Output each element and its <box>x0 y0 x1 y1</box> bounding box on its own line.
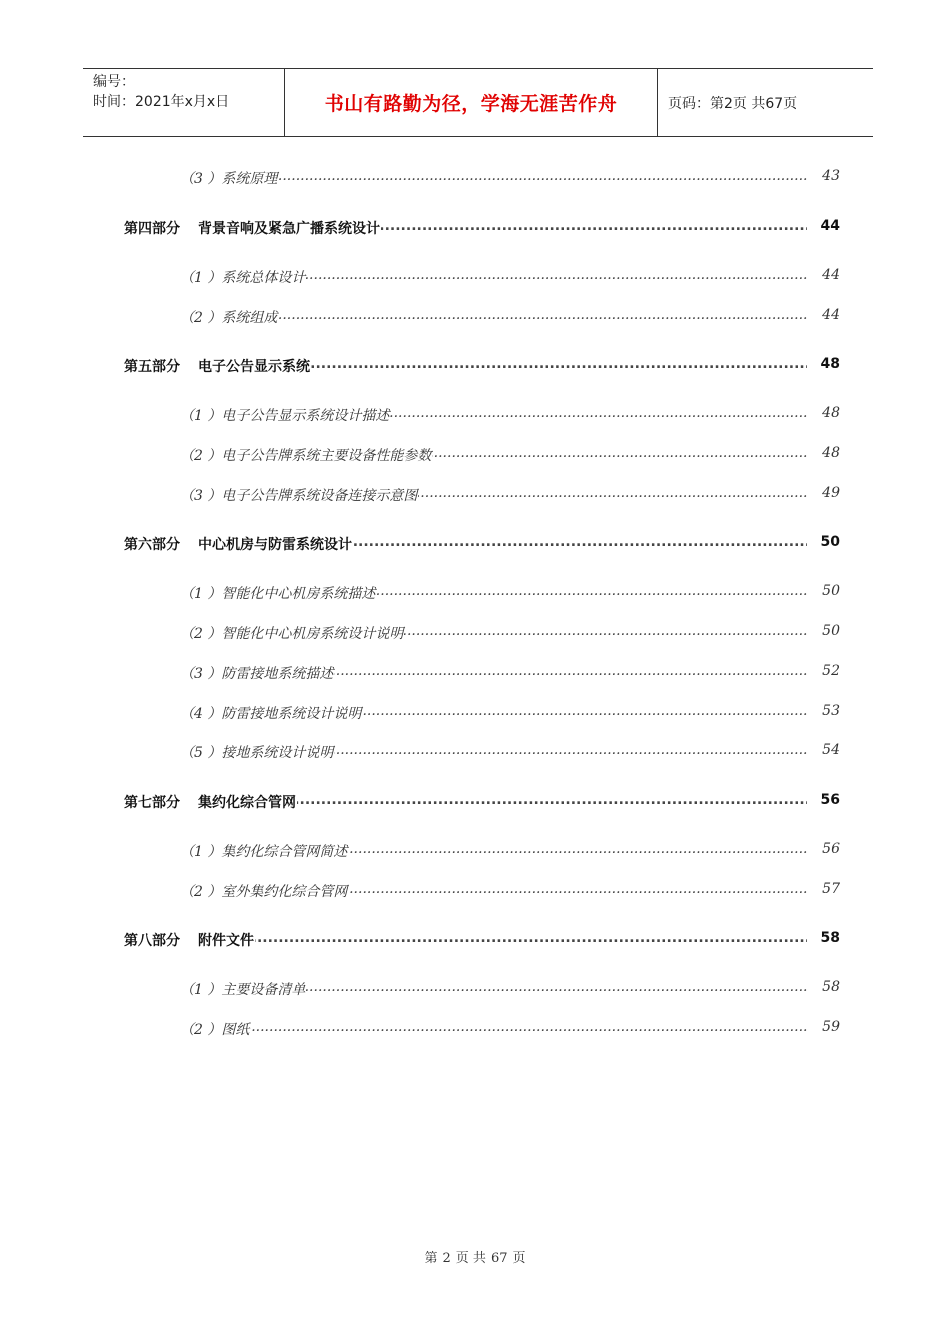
toc-page-number: 48 <box>820 356 840 372</box>
toc-entry-row[interactable] <box>0 583 950 605</box>
page-header <box>83 68 873 137</box>
toc-page-number: 44 <box>820 218 840 234</box>
toc-entry-row[interactable] <box>0 979 950 1001</box>
toc-entry-label: （1 ）智能化中心机房系统描述 <box>180 583 376 603</box>
toc-section-number: 第四部分 <box>124 221 180 237</box>
toc-entry-label: （1 ）集约化综合管网简述 <box>180 841 348 861</box>
toc-section-label <box>124 356 311 376</box>
toc-section-number: 第五部分 <box>124 359 180 375</box>
toc-entry-row[interactable] <box>0 1019 950 1041</box>
toc-page-number: 44 <box>822 307 840 323</box>
toc-page-number: 54 <box>822 742 840 758</box>
document-time-label: 时间：2021年x月x日 <box>93 94 230 110</box>
toc-page-number: 52 <box>822 663 840 679</box>
toc-section-row[interactable] <box>0 930 950 952</box>
toc-entry-row[interactable] <box>0 168 950 190</box>
toc-entry-row[interactable] <box>0 841 950 863</box>
footer-total-pages: 67 <box>490 1251 508 1266</box>
toc-section-row[interactable] <box>0 218 950 240</box>
toc-entry-label: （2 ）图纸 <box>180 1019 250 1039</box>
toc-section-label <box>124 218 381 238</box>
toc-entry-row[interactable] <box>0 703 950 725</box>
toc-entry-label: （1 ）主要设备清单 <box>180 979 306 999</box>
toc-entry-label: （2 ）系统组成 <box>180 307 278 327</box>
toc-page-number: 48 <box>822 405 840 421</box>
toc-section-row[interactable] <box>0 792 950 814</box>
toc-section-title: 集约化综合管网 <box>198 795 296 811</box>
header-motto-cell <box>284 69 658 136</box>
toc-section-number: 第七部分 <box>124 795 180 811</box>
toc-page-number: 49 <box>822 485 840 501</box>
toc-page-number: 50 <box>820 534 840 550</box>
toc-page-number: 50 <box>822 583 840 599</box>
toc-page-number: 58 <box>820 930 840 946</box>
toc-entry-row[interactable] <box>0 485 950 507</box>
toc-entry-label: （1 ）系统总体设计 <box>180 267 306 287</box>
footer-suffix: 页 <box>512 1251 526 1266</box>
header-page-info-text: 页码：第2页 共67页 <box>668 95 798 112</box>
footer-mid: 页 共 <box>455 1251 486 1266</box>
header-motto: 书山有路勤为径，学海无涯苦作舟 <box>324 93 618 115</box>
toc-entry-label: （3 ）系统原理 <box>180 168 278 188</box>
toc-leader-dots <box>180 1019 807 1041</box>
toc-entry-row[interactable] <box>0 307 950 329</box>
toc-entry-row[interactable] <box>0 267 950 289</box>
toc-section-title: 中心机房与防雷系统设计 <box>198 537 352 553</box>
toc-entry-row[interactable] <box>0 405 950 427</box>
toc-section-label <box>124 930 255 950</box>
toc-section-title: 背景音响及紧急广播系统设计 <box>198 221 380 237</box>
toc-section-label <box>124 792 297 812</box>
toc-page-number: 53 <box>822 703 840 719</box>
document-number-label: 编号： <box>93 74 135 90</box>
header-meta <box>83 69 284 136</box>
toc-page-number: 50 <box>822 623 840 639</box>
toc-entry-row[interactable] <box>0 663 950 685</box>
toc-page-number: 48 <box>822 445 840 461</box>
toc-page-number: 44 <box>822 267 840 283</box>
toc-section-label <box>124 534 353 554</box>
footer-page-number: 2 <box>442 1251 451 1266</box>
toc-page-number: 58 <box>822 979 840 995</box>
toc-section-title: 附件文件 <box>198 933 254 949</box>
toc-entry-label: （1 ）电子公告显示系统设计描述 <box>180 405 390 425</box>
footer-prefix: 第 <box>424 1251 438 1266</box>
toc-entry-label: （2 ）智能化中心机房系统设计说明 <box>180 623 404 643</box>
toc-section-number: 第八部分 <box>124 933 180 949</box>
toc-page-number: 57 <box>822 881 840 897</box>
toc-page-number: 59 <box>822 1019 840 1035</box>
page-footer <box>0 1247 950 1266</box>
toc-entry-label: （2 ）室外集约化综合管网 <box>180 881 348 901</box>
toc-entry-row[interactable] <box>0 445 950 467</box>
toc-page-number: 43 <box>822 168 840 184</box>
header-page-info <box>658 69 873 136</box>
toc-section-row[interactable] <box>0 356 950 378</box>
toc-section-title: 电子公告显示系统 <box>198 359 310 375</box>
toc-entry-label: （5 ）接地系统设计说明 <box>180 742 334 762</box>
toc-entry-row[interactable] <box>0 623 950 645</box>
toc-page-number: 56 <box>820 792 840 808</box>
toc-section-number: 第六部分 <box>124 537 180 553</box>
toc-entry-label: （3 ）电子公告牌系统设备连接示意图 <box>180 485 418 505</box>
toc-entry-row[interactable] <box>0 881 950 903</box>
toc-entry-label: （3 ）防雷接地系统描述 <box>180 663 334 683</box>
toc-entry-row[interactable] <box>0 742 950 764</box>
toc-entry-label: （2 ）电子公告牌系统主要设备性能参数 <box>180 445 432 465</box>
toc-entry-label: （4 ）防雷接地系统设计说明 <box>180 703 362 723</box>
toc-page-number: 56 <box>822 841 840 857</box>
toc-section-row[interactable] <box>0 534 950 556</box>
